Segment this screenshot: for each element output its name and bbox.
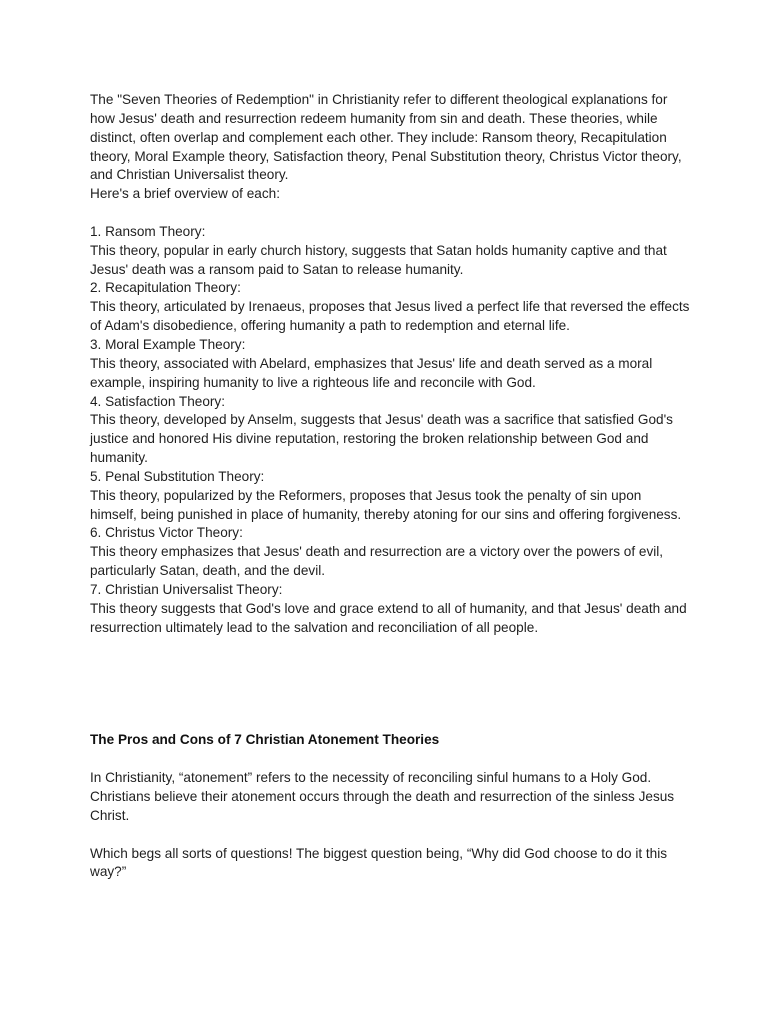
document-body	[90, 91, 690, 882]
theory-description: This theory emphasizes that Jesus' death and resurrection are a victory over the powers of evil, particularly Satan, death, and the devil.	[90, 544, 664, 579]
theory-title: 5. Penal Substitution Theory:	[90, 468, 265, 484]
theory-list	[90, 223, 690, 638]
paragraph-spacer	[90, 750, 690, 769]
intro-paragraph: The "Seven Theories of Redemption" in Christianity refer to different theological explanations for how Jesus' death and resurrection redeem humanity from sin and death. These theories, while distinct, often overlap and complement each other. They include: Ransom theory, Recapitulation theory, Moral Example theory, Satisfaction theory, Penal Substitution theory, Christus Victor theory, and Christian Universalist theory.	[90, 92, 682, 183]
theory-description: This theory, popularized by the Reformers, proposes that Jesus took the penalty of sin upon himself, being punished in place of humanity, thereby atoning for our sins and offering forgiveness.	[90, 487, 682, 522]
theory-item-satisfaction	[90, 393, 690, 468]
theory-title: 3. Moral Example Theory:	[90, 336, 246, 352]
overview-line: Here's a brief overview of each:	[90, 186, 280, 202]
paragraph-spacer	[90, 826, 690, 845]
theory-item-christian-universalist	[90, 581, 690, 638]
theory-item-penal-substitution	[90, 468, 690, 525]
section-spacer	[90, 637, 690, 731]
theory-title: 1. Ransom Theory:	[90, 223, 206, 239]
theory-description: This theory, developed by Anselm, suggests that Jesus' death was a sacrifice that satisfied God's justice and honored His divine reputation, restoring the broken relationship between God and humanity.	[90, 412, 673, 466]
theory-item-ransom	[90, 223, 690, 280]
section-heading: The Pros and Cons of 7 Christian Atonement Theories	[90, 732, 440, 748]
theory-item-moral-example	[90, 336, 690, 393]
theory-description: This theory, associated with Abelard, emphasizes that Jesus' life and death served as a moral example, inspiring humanity to live a righteous life and reconcile with God.	[90, 355, 653, 390]
theory-description: This theory suggests that God's love and grace extend to all of humanity, and that Jesus' death and resurrection ultimately lead to the salvation and reconciliation of all people.	[90, 600, 687, 635]
section-paragraph-question: Which begs all sorts of questions! The biggest question being, “Why did God choose to do it this way?”	[90, 845, 668, 880]
section-paragraph-atonement: In Christianity, “atonement” refers to the necessity of reconciling sinful humans to a Holy God. Christians believe their atonement occurs through the death and resurrection of the sinless Jesus Christ.	[90, 770, 675, 823]
theory-description: This theory, popular in early church history, suggests that Satan holds humanity captive and that Jesus' death was a ransom paid to Satan to release humanity.	[90, 242, 667, 277]
theory-title: 6. Christus Victor Theory:	[90, 525, 243, 541]
theory-title: 7. Christian Universalist Theory:	[90, 581, 283, 597]
paragraph-spacer	[90, 204, 690, 223]
theory-description: This theory, articulated by Irenaeus, proposes that Jesus lived a perfect life that reversed the effects of Adam's disobedience, offering humanity a path to redemption and eternal life.	[90, 299, 690, 334]
theory-item-recapitulation	[90, 279, 690, 336]
theory-item-christus-victor	[90, 524, 690, 581]
theory-title: 2. Recapitulation Theory:	[90, 280, 241, 296]
theory-title: 4. Satisfaction Theory:	[90, 393, 226, 409]
